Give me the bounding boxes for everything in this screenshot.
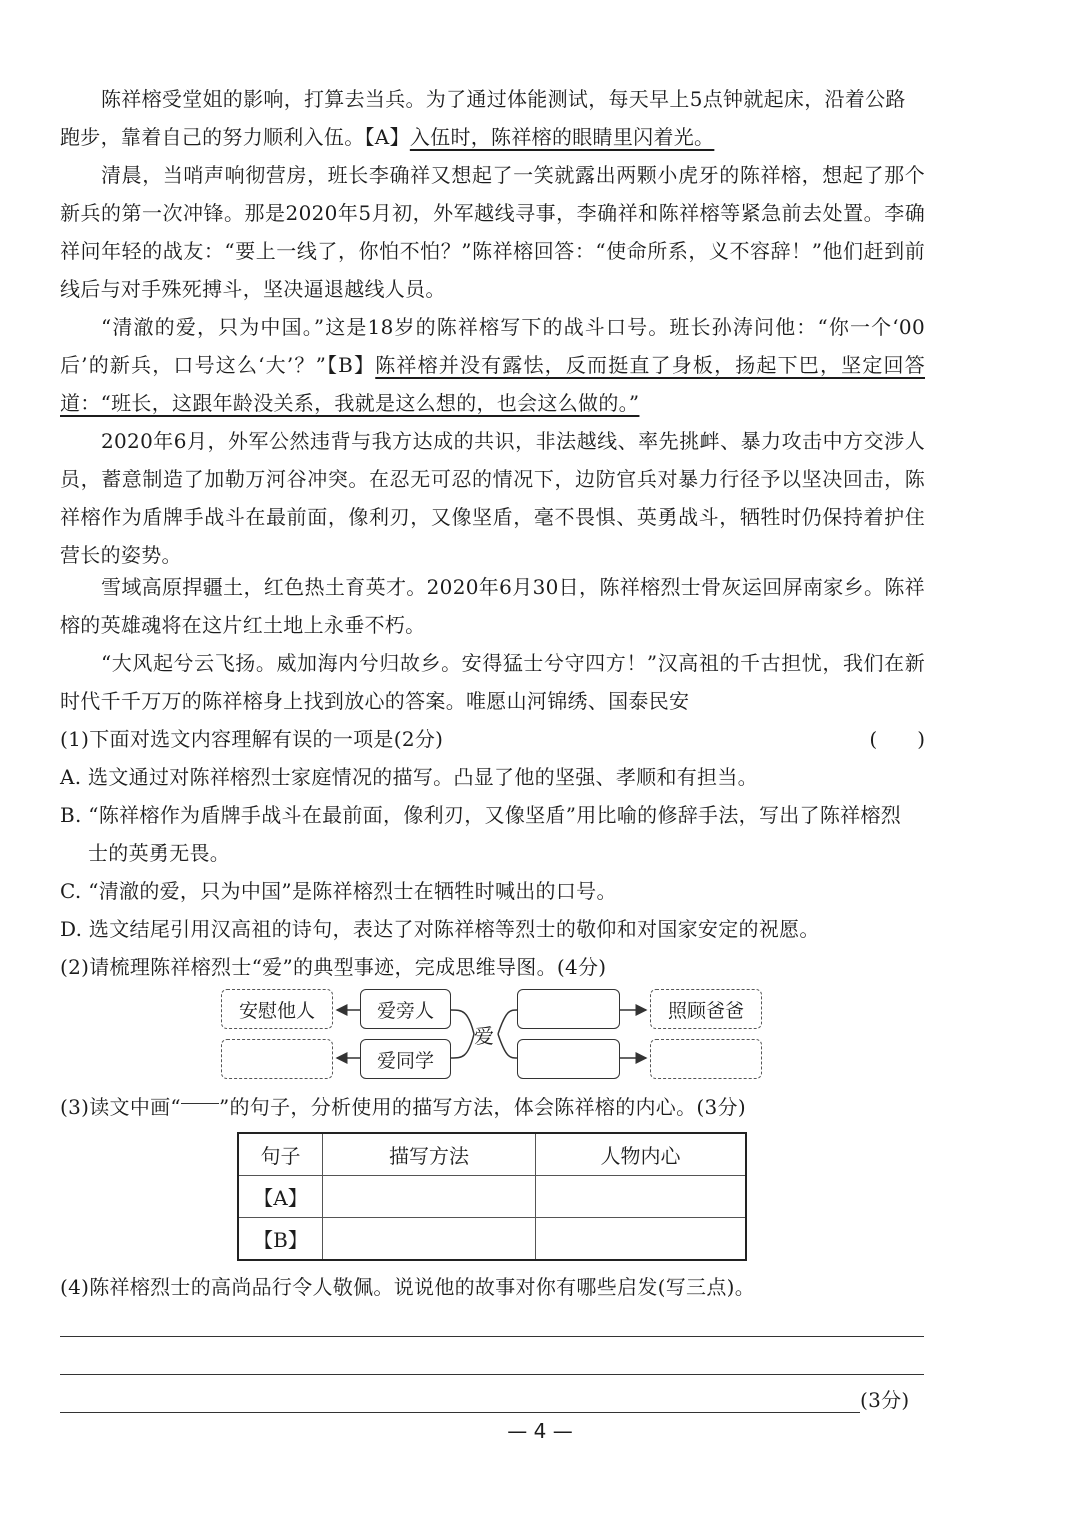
q3-row-b-label: 【B】 (238, 1218, 323, 1261)
passage-p3-text: “清澈的爱，只为中国。”这是18岁的陈祥榕写下的战斗口号。班长孙涛问他：“你一个‘00后’的新兵，口号这么‘大’？” (60, 315, 925, 377)
mindmap-left-top-outer: 安慰他人 (221, 989, 333, 1029)
sentence-a-underlined: 入伍时，陈祥榕的眼睛里闪着光。 (409, 125, 715, 149)
q4-stem: (4)陈祥榕烈士的高尚品行令人敬佩。说说他的故事对你有哪些启发(写三点)。 (60, 1275, 756, 1299)
q4-answer-line-3[interactable] (60, 1412, 860, 1413)
passage-p5: 雪域高原捍疆土，红色热土育英才。2020年6月30日，陈祥榕烈士骨灰运回屏南家乡。陈祥榕的英雄魂将在这片红土地上永垂不朽。 (60, 575, 925, 637)
passage-p6: “大风起兮云飞扬。威加海内兮归故乡。安得猛士兮守四方！”汉高祖的千古担忧，我们在新时代千千万万的陈祥榕身上找到放心的答案。唯愿山河锦绣、国泰民安 (60, 651, 925, 713)
q1-option-c[interactable]: C. “清澈的爱，只为中国”是陈祥榕烈士在牺牲时喊出的口号。 (60, 879, 617, 903)
q3-header-method: 描写方法 (323, 1133, 536, 1176)
q1-answer-paren[interactable]: ( ) (869, 727, 925, 751)
q3-stem-part2: ”的句子，分析使用的描写方法，体会陈祥榕的内心。(3分) (218, 1095, 746, 1119)
sentence-b-underlined: 陈祥榕并没有露怯，反而挺直了身板，扬起下巴，坚定回答道：“班长，这跟年龄没关系，我就是这么想的，也会这么做的。” (60, 353, 925, 415)
passage-p1-text: 跑步，靠着自己的努力顺利入伍。 (60, 125, 365, 149)
mindmap-left-bottom: 爱同学 (360, 1039, 451, 1079)
mark-b: 【B】 (326, 353, 376, 377)
mindmap-right-top-blank[interactable] (517, 989, 620, 1029)
q4-score: (3分) (860, 1388, 910, 1412)
mark-a: 【A】 (364, 125, 410, 149)
q3-answer-table (237, 1132, 747, 1261)
page-number: — 4 — (507, 1419, 573, 1443)
q2-stem: (2)请梳理陈祥榕烈士“爱”的典型事迹，完成思维导图。(4分) (60, 955, 607, 979)
q1-option-d[interactable]: D. 选文结尾引用汉高祖的诗句，表达了对陈祥榕等烈士的敬仰和对国家安定的祝愿。 (60, 917, 820, 941)
q3-stem-part1: (3)读文中画“ (60, 1095, 181, 1119)
underline-sample (181, 1103, 219, 1104)
mindmap-left-top: 爱旁人 (360, 989, 451, 1029)
q3-row-b-method-cell[interactable] (323, 1218, 536, 1261)
passage-p1-line1: 陈祥榕受堂姐的影响，打算去当兵。为了通过体能测试，每天早上5点钟就起床，沿着公路 (101, 87, 906, 111)
mindmap-right-bottom-outer-blank[interactable] (650, 1039, 762, 1079)
q3-row-b-heart-cell[interactable] (536, 1218, 747, 1261)
passage-p2: 清晨，当哨声响彻营房，班长李确祥又想起了一笑就露出两颗小虎牙的陈祥榕，想起了那个新兵的第一次冲锋。那是2020年5月初，外军越线寻事，李确祥和陈祥榕等紧急前去处置。李确祥问年轻的战友：“要上一线了，你怕不怕？”陈祥榕回答：“使命所系，义不容辞！”他们赶到前线后与对手殊死搏斗，坚决逼退越线人员。 (60, 163, 925, 301)
passage-p4: 2020年6月，外军公然违背与我方达成的共识，非法越线、率先挑衅、暴力攻击中方交涉人员，蓄意制造了加勒万河谷冲突。在忍无可忍的情况下，边防官兵对暴力行径予以坚决回击，陈祥榕作为盾牌手战斗在最前面，像利刃，又像坚盾，毫不畏惧、英勇战斗，牺牲时仍保持着护住营长的姿势。 (60, 429, 925, 567)
q3-row-a-heart-cell[interactable] (536, 1176, 747, 1218)
q3-header-sentence: 句子 (238, 1133, 323, 1176)
mindmap-center: 爱 (474, 1024, 494, 1048)
q3-row-a-label: 【A】 (238, 1176, 323, 1218)
q3-stem (60, 1088, 746, 1126)
q1-option-b-line2: 士的英勇无畏。 (88, 841, 231, 865)
q1-stem: (1)下面对选文内容理解有误的一项是(2分) (60, 727, 444, 751)
q3-header-heart: 人物内心 (536, 1133, 747, 1176)
mindmap-right-bottom-blank[interactable] (517, 1039, 620, 1079)
q4-answer-line-2[interactable] (60, 1374, 924, 1375)
q1-option-b-line1: B. “陈祥榕作为盾牌手战斗在最前面，像利刃，又像坚盾”用比喻的修辞手法，写出了陈祥榕烈 (60, 803, 902, 827)
q4-answer-line-1[interactable] (60, 1336, 924, 1337)
mindmap-right-top-outer: 照顾爸爸 (650, 989, 762, 1029)
q3-row-a-method-cell[interactable] (323, 1176, 536, 1218)
q1-option-a[interactable]: A. 选文通过对陈祥榕烈士家庭情况的描写。凸显了他的坚强、孝顺和有担当。 (60, 765, 758, 789)
mindmap-left-bottom-outer-blank[interactable] (221, 1039, 333, 1079)
